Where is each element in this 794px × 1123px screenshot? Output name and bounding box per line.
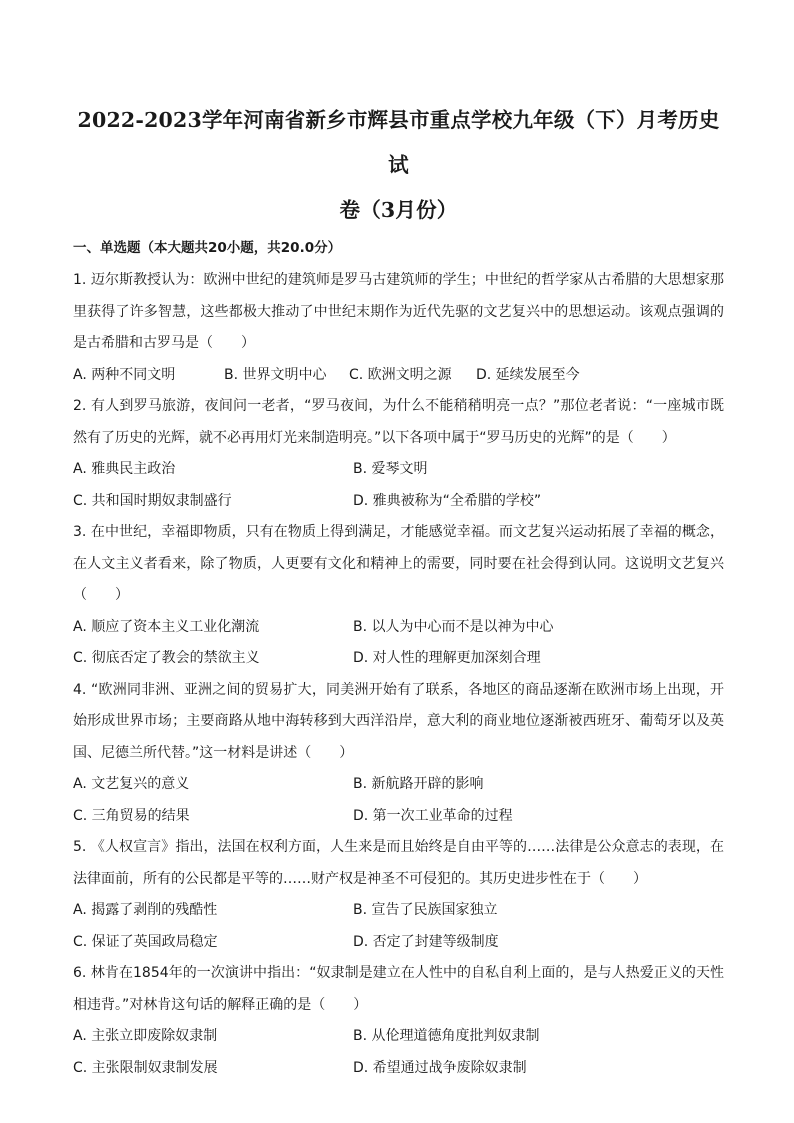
exam-title xyxy=(73,98,724,233)
option-c: C. 彻底否定了教会的禁欲主义 xyxy=(73,650,260,666)
exam-title-line-1: 2022-2023学年河南省新乡市辉县市重点学校九年级（下）月考历史试 xyxy=(77,108,720,177)
option-list xyxy=(73,895,724,958)
option-list xyxy=(73,612,724,675)
option-list xyxy=(73,769,724,832)
exam-title-line-2: 卷（3月份） xyxy=(339,198,458,222)
question-3 xyxy=(73,517,724,675)
option-b: B. 从伦理道德角度批判奴隶制 xyxy=(353,1028,540,1044)
option-b: B. 宣告了民族国家独立 xyxy=(353,902,498,918)
question-5 xyxy=(73,832,724,958)
question-4 xyxy=(73,675,724,833)
option-c: C. 共和国时期奴隶制盛行 xyxy=(73,492,232,509)
option-a: A. 揭露了剥削的残酷性 xyxy=(73,902,218,918)
option-a: A. 顺应了资本主义工业化潮流 xyxy=(73,618,260,635)
question-stem: 3. 在中世纪，幸福即物质，只有在物质上得到满足，才能感觉幸福。而文艺复兴运动拓展了幸福的概念，在人文主义者看来，除了物质，人更要有文化和精神上的需要，同时要在社会得到认同。这说明文艺复兴（ ） xyxy=(73,524,724,603)
question-stem: 2. 有人到罗马旅游，夜间问一老者，“罗马夜间，为什么不能稍稍明亮一点？”那位老者说：“一座城市既然有了历史的光辉，就不必再用灯光来制造明亮。”以下各项中属于“罗马历史的光辉”的是（ ） xyxy=(73,398,724,446)
option-d: D. 雅典被称为“全希腊的学校” xyxy=(353,492,542,509)
option-c: C. 欧洲文明之源 xyxy=(349,366,452,383)
option-d: D. 对人性的理解更加深刻合理 xyxy=(353,650,541,666)
option-d: D. 延续发展至今 xyxy=(476,366,580,383)
question-6 xyxy=(73,958,724,1084)
option-list xyxy=(73,360,724,392)
option-b: B. 新航路开辟的影响 xyxy=(353,776,484,792)
question-stem: 1. 迈尔斯教授认为：欧洲中世纪的建筑师是罗马古建筑师的学生；中世纪的哲学家从古希腊的大思想家那里获得了许多智慧，这些都极大推动了中世纪末期作为近代先驱的文艺复兴中的思想运动。该观点强调的是古希腊和古罗马是（ ） xyxy=(73,272,724,351)
option-c: C. 保证了英国政局稳定 xyxy=(73,933,218,950)
option-b: B. 爱琴文明 xyxy=(353,461,428,477)
option-list xyxy=(73,454,724,517)
option-a: A. 文艺复兴的意义 xyxy=(73,776,190,792)
option-a: A. 雅典民主政治 xyxy=(73,461,176,477)
option-d: D. 希望通过战争废除奴隶制 xyxy=(353,1059,527,1076)
section-heading: 一、单选题（本大题共20小题，共20.0分） xyxy=(73,240,342,256)
option-c: C. 主张限制奴隶制发展 xyxy=(73,1059,218,1076)
option-b: B. 以人为中心而不是以神为中心 xyxy=(353,618,554,635)
option-a: A. 主张立即废除奴隶制 xyxy=(73,1028,218,1044)
option-a: A. 两种不同文明 xyxy=(73,366,176,383)
question-stem: 5. 《人权宣言》指出，法国在权利方面，人生来是而且始终是自由平等的……法律是公众意志的表现，在法律面前，所有的公民都是平等的……财产权是神圣不可侵犯的。其历史进步性在于（ ） xyxy=(73,839,724,887)
option-list xyxy=(73,1021,724,1084)
question-1 xyxy=(73,265,724,391)
option-c: C. 三角贸易的结果 xyxy=(73,807,190,824)
option-b: B. 世界文明中心 xyxy=(224,366,327,383)
question-stem: 4. “欧洲同非洲、亚洲之间的贸易扩大，同美洲开始有了联系，各地区的商品逐渐在欧洲市场上出现，开始形成世界市场；主要商路从地中海转移到大西洋沿岸，意大利的商业地位逐渐被西班牙、葡萄牙以及英国、尼德兰所代替。”这一材料是讲述（ ） xyxy=(73,681,724,761)
option-d: D. 第一次工业革命的过程 xyxy=(353,807,513,824)
option-d: D. 否定了封建等级制度 xyxy=(353,933,499,950)
question-stem: 6. 林肯在1854年的一次演讲中指出：“奴隶制是建立在人性中的自私自利上面的，是与人热爱正义的天性相违背。”对林肯这句话的解释正确的是（ ） xyxy=(73,965,724,1013)
question-2 xyxy=(73,391,724,517)
